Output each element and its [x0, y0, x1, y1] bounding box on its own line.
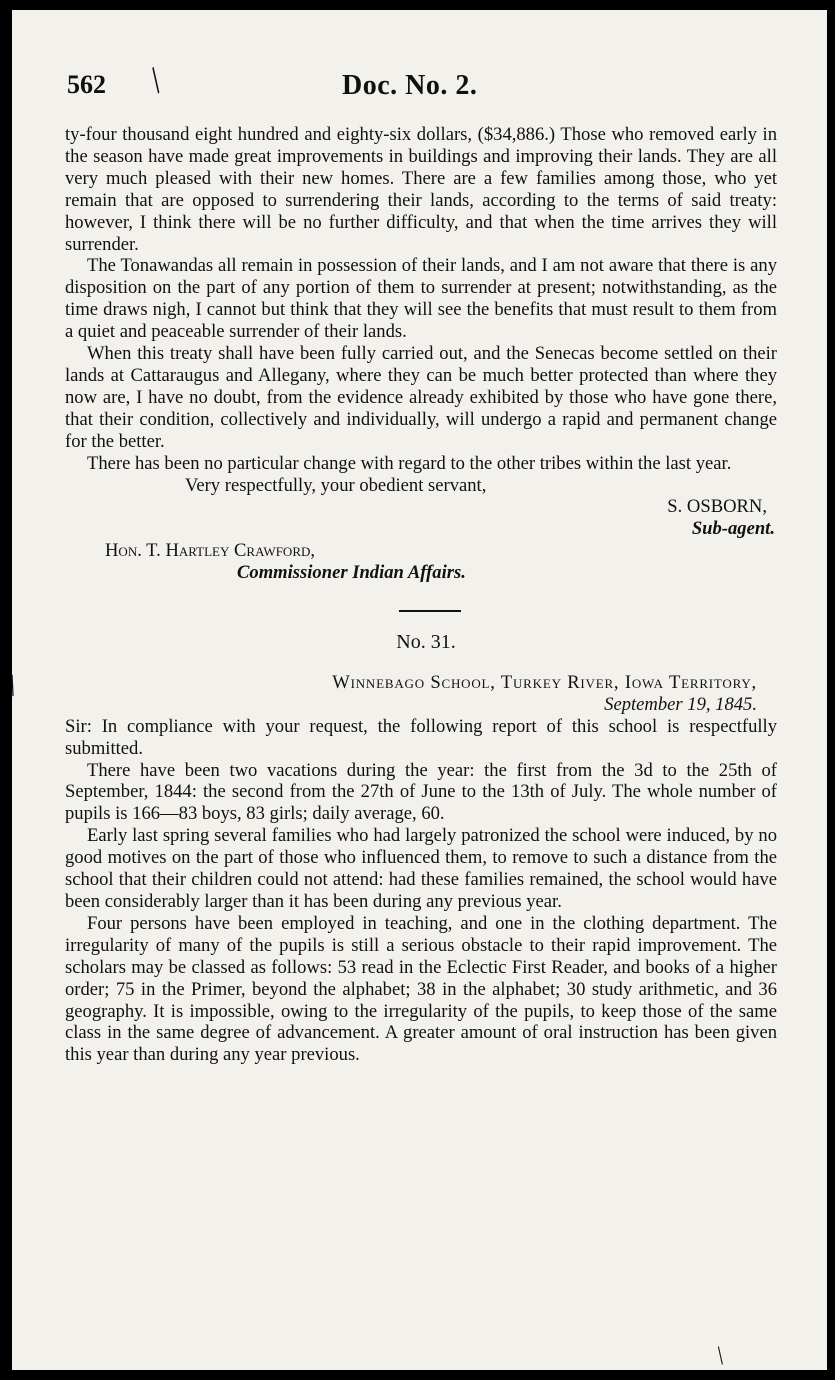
- document-body: [65, 124, 777, 1066]
- paragraph: Four persons have been employed in teaching, and one in the clothing department. The irregularity of many of the pupils is still a serious obstacle to their rapid improvement. The scholars may be classed as follows: 53 read in the Eclectic First Reader, and books of a higher order; 75 in the Primer, beyond the alphabet; 38 in the alphabet; 30 study arithmetic, and 36 geography. It is impossible, owing to the irregularity of the pupils, to keep those of the same class in the same degree of advancement. A greater amount of oral instruction has been given this year than during any year previous.: [65, 912, 777, 1066]
- pencil-mark: ╱: [144, 68, 169, 94]
- addressee-name: [65, 540, 777, 562]
- letter-closing: Very respectfully, your obedient servant,: [185, 474, 487, 496]
- signature: S. OSBORN,: [667, 496, 767, 518]
- addressee-title: Commissioner Indian Affairs.: [237, 562, 466, 584]
- page-number: 562: [67, 70, 106, 99]
- section-divider: [399, 610, 461, 612]
- paragraph: There have been two vacations during the year: the first from the 3d to the 25th of September, 1844: the second from the 27th of June to the 13th of July. The whole number of pupils is 166—83 boys, 83 girls; daily average, 60.: [65, 759, 777, 825]
- paragraph: Early last spring several families who had largely patronized the school were induced, by no good motives on the part of those who influenced them, to remove to such a distance from the school that their children could not attend: had these families remained, the school would have been considerably larger than it has been during any previous year.: [65, 825, 777, 912]
- document-number-heading: No. 31.: [396, 631, 456, 654]
- page-header: [12, 70, 827, 110]
- paragraph: The Tonawandas all remain in possession of their lands, and I am not aware that there is any disposition on the part of any portion of them to surrender at present; notwithstanding, as the time draws nigh, I cannot but think that they will see the benefits that must result to them from a quiet and peaceable surrender of their lands.: [65, 255, 777, 343]
- paragraph: ty-four thousand eight hundred and eighty-six dollars, ($34,886.) Those who removed early in the season have made great improvements in buildings and improving their lands. They are all very much pleased with their new homes. There are a few families among those, who yet remain that are opposed to surrendering their lands, according to the terms of said treaty: however, I think there will be no further difficulty, and that when the time arrives they will surrender.: [65, 124, 777, 255]
- addressee-name-text: Hon. T. Hartley Crawford,: [105, 540, 316, 562]
- pencil-mark: ╱: [713, 1348, 730, 1365]
- document-page: [4, 10, 827, 1370]
- paragraph: There has been no particular change with regard to the other tribes within the last year.: [87, 452, 732, 474]
- signature-title: Sub-agent.: [691, 518, 775, 540]
- document-title: Doc. No. 2.: [342, 70, 478, 101]
- letter-date-text: September 19, 1845.: [604, 693, 757, 715]
- pencil-mark: ╱: [4, 676, 22, 697]
- letter-date: [65, 694, 777, 716]
- paragraph: When this treaty shall have been fully carried out, and the Senecas become settled on their lands at Cattaraugus and Allegany, where they can be much better protected than where they now are, I have no doubt, from the evidence already exhibited by those who have gone there, that their condition, collectively and individually, will undergo a rapid and permanent change for the better.: [65, 343, 777, 452]
- paragraph: Sir: In compliance with your request, the following report of this school is respectfully submitted.: [65, 715, 777, 759]
- dateline: Winnebago School, Turkey River, Iowa Territory,: [332, 671, 757, 693]
